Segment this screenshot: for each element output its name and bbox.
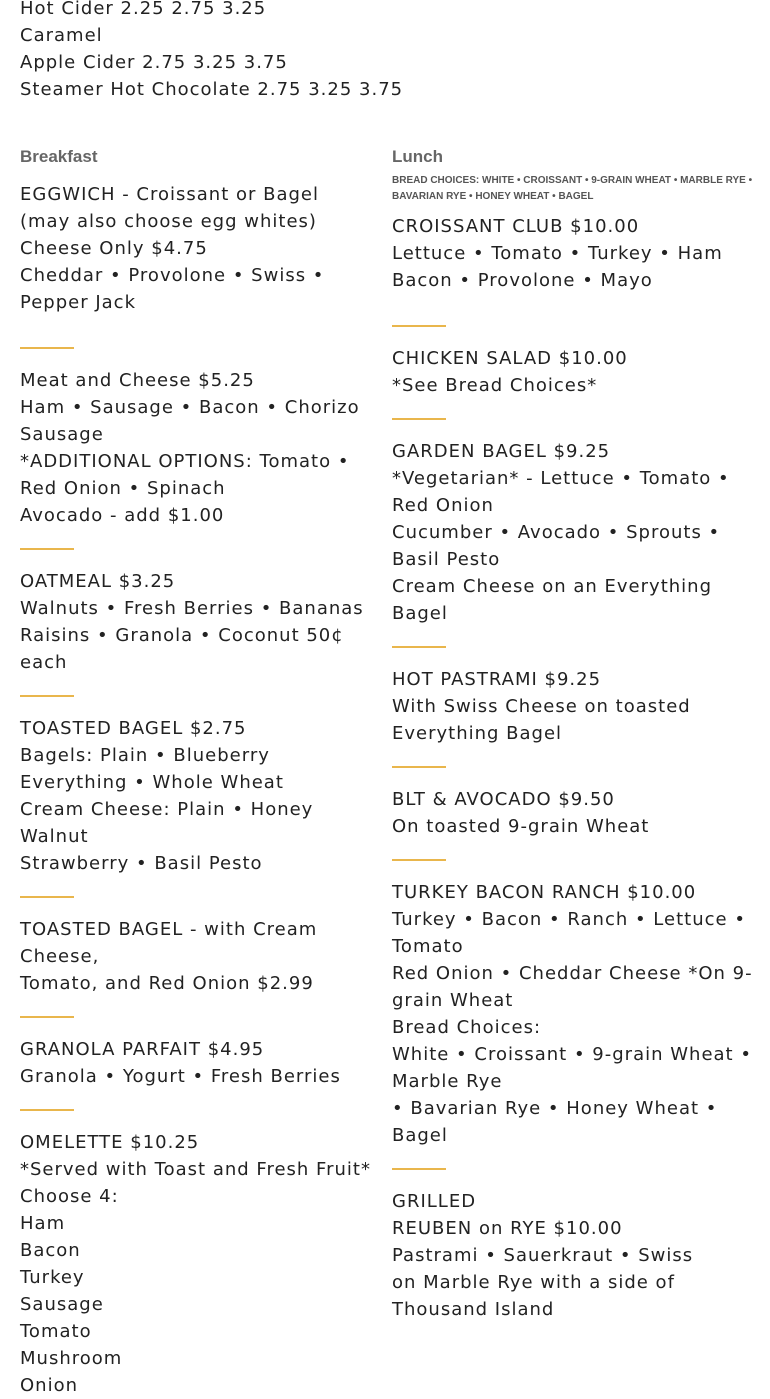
menu-item-detail: Red Onion (392, 495, 494, 516)
menu-item-detail: on Marble Rye with a side of (392, 1272, 675, 1293)
menu-item-detail: Tomato, and Red Onion $2.99 (20, 973, 314, 994)
menu-item-detail: Tomato (20, 1321, 92, 1342)
lunch-menu-item (392, 666, 754, 747)
bread-choices-note: BREAD CHOICES: WHITE • CROISSANT • 9-GRAIN WHEAT • MARBLE RYE • BAVARIAN RYE • HONEY WHEAT • BAGEL (392, 175, 753, 202)
menu-item-detail: Raisins • Granola • Coconut 50¢ each (20, 625, 344, 673)
lunch-title: Lunch (392, 147, 443, 166)
menu-item-name: EGGWICH - Croissant or Bagel (20, 184, 319, 205)
menu-item-detail: Cheese Only $4.75 (20, 238, 208, 259)
breakfast-menu-item (20, 1129, 380, 1399)
menu-item-detail: Lettuce • Tomato • Turkey • Ham (392, 243, 723, 264)
menu-divider (392, 418, 446, 420)
menu-item-name: TURKEY BACON RANCH $10.00 (392, 882, 697, 903)
menu-item-detail: Strawberry • Basil Pesto (20, 853, 263, 874)
drink-line: Hot Cider 2.25 2.75 3.25 (20, 0, 267, 19)
menu-item-detail: Choose 4: (20, 1186, 119, 1207)
menu-item-detail: *Served with Toast and Fresh Fruit* (20, 1159, 371, 1180)
menu-divider (20, 1016, 74, 1018)
menu-divider (392, 859, 446, 861)
menu-item-detail: With Swiss Cheese on toasted (392, 696, 691, 717)
lunch-column (392, 145, 754, 1323)
breakfast-menu-item (20, 916, 380, 997)
menu-divider (20, 347, 74, 349)
menu-item-detail: Cream Cheese: Plain • Honey Walnut (20, 799, 314, 847)
menu-item-detail: Onion (20, 1375, 78, 1396)
menu-item-detail: grain Wheat (392, 990, 514, 1011)
menu-item-detail: (may also choose egg whites) (20, 211, 317, 232)
menu-item-detail: Bread Choices: (392, 1017, 542, 1038)
breakfast-menu-item (20, 715, 380, 877)
menu-item-detail: Walnuts • Fresh Berries • Bananas (20, 598, 364, 619)
menu-item-detail: White • Croissant • 9-grain Wheat • (392, 1044, 752, 1065)
menu-divider (20, 695, 74, 697)
menu-item-detail: Tomato (392, 936, 464, 957)
lunch-items (392, 213, 754, 1323)
drink-line: Caramel (20, 25, 103, 46)
menu-item-detail: REUBEN on RYE $10.00 (392, 1218, 623, 1239)
menu-item-detail: Cheese, (20, 946, 100, 967)
menu-item-detail: Pastrami • Sauerkraut • Swiss (392, 1245, 694, 1266)
menu-item-name: CHICKEN SALAD $10.00 (392, 348, 628, 369)
menu-item-detail: Everything Bagel (392, 723, 563, 744)
drink-line: Apple Cider 2.75 3.25 3.75 (20, 52, 288, 73)
lunch-menu-item (392, 1188, 754, 1323)
menu-item-detail: Thousand Island (392, 1299, 555, 1320)
menu-item-name: OMELETTE $10.25 (20, 1132, 200, 1153)
breakfast-column (20, 145, 380, 1399)
menu-item-detail: Ham • Sausage • Bacon • Chorizo (20, 397, 360, 418)
menu-item-detail: Sausage (20, 1294, 104, 1315)
menu-item-name: GARDEN BAGEL $9.25 (392, 441, 611, 462)
top-drinks-list (20, 0, 760, 103)
menu-item-name: TOASTED BAGEL $2.75 (20, 718, 247, 739)
menu-item-name: TOASTED BAGEL - with Cream (20, 919, 318, 940)
breakfast-menu-item (20, 568, 380, 676)
menu-item-detail: Cheddar • Provolone • Swiss • (20, 265, 325, 286)
menu-item-detail: Red Onion • Spinach (20, 478, 226, 499)
menu-item-name: OATMEAL $3.25 (20, 571, 176, 592)
menu-item-name: CROISSANT CLUB $10.00 (392, 216, 640, 237)
menu-item-name: Meat and Cheese $5.25 (20, 370, 255, 391)
menu-item-detail: Bacon (20, 1240, 81, 1261)
menu-item-detail: Mushroom (20, 1348, 123, 1369)
lunch-menu-item (392, 345, 754, 399)
menu-item-detail: • Bavarian Rye • Honey Wheat • (392, 1098, 718, 1119)
lunch-menu-item (392, 786, 754, 840)
menu-item-detail: Bagel (392, 603, 448, 624)
menu-item-detail: Marble Rye (392, 1071, 503, 1092)
menu-item-detail: Ham (20, 1213, 66, 1234)
menu-divider (392, 646, 446, 648)
menu-item-detail: Basil Pesto (392, 549, 501, 570)
drink-line: Steamer Hot Chocolate 2.75 3.25 3.75 (20, 79, 404, 100)
menu-divider (20, 896, 74, 898)
menu-item-detail: *Vegetarian* - Lettuce • Tomato • (392, 468, 730, 489)
menu-item-name: GRILLED (392, 1191, 477, 1212)
menu-item-name: GRANOLA PARFAIT $4.95 (20, 1039, 265, 1060)
breakfast-menu-item (20, 367, 380, 529)
lunch-menu-item (392, 438, 754, 627)
menu-item-detail: Bagel (392, 1125, 448, 1146)
menu-item-detail: *See Bread Choices* (392, 375, 598, 396)
menu-item-detail: Avocado - add $1.00 (20, 505, 225, 526)
menu-item-detail: *ADDITIONAL OPTIONS: Tomato • (20, 451, 350, 472)
menu-divider (392, 1168, 446, 1170)
menu-item-name: HOT PASTRAMI $9.25 (392, 669, 602, 690)
breakfast-menu-item (20, 181, 380, 316)
menu-item-detail: Pepper Jack (20, 292, 136, 313)
breakfast-title: Breakfast (20, 147, 98, 166)
menu-divider (20, 1109, 74, 1111)
menu-item-detail: Turkey • Bacon • Ranch • Lettuce • (392, 909, 746, 930)
menu-divider (392, 325, 446, 327)
menu-item-detail: On toasted 9-grain Wheat (392, 816, 650, 837)
breakfast-menu-item (20, 1036, 380, 1090)
menu-item-detail: Granola • Yogurt • Fresh Berries (20, 1066, 341, 1087)
menu-item-detail: Turkey (20, 1267, 85, 1288)
menu-item-detail: Sausage (20, 424, 104, 445)
menu-item-detail: Bacon • Provolone • Mayo (392, 270, 653, 291)
menu-item-detail: Cucumber • Avocado • Sprouts • (392, 522, 721, 543)
menu-divider (392, 766, 446, 768)
menu-divider (20, 548, 74, 550)
breakfast-items (20, 181, 380, 1399)
lunch-menu-item (392, 879, 754, 1149)
menu-item-name: BLT & AVOCADO $9.50 (392, 789, 615, 810)
menu-item-detail: Cream Cheese on an Everything (392, 576, 712, 597)
menu-item-detail: Everything • Whole Wheat (20, 772, 284, 793)
menu-item-detail: Bagels: Plain • Blueberry (20, 745, 270, 766)
menu-item-detail: Red Onion • Cheddar Cheese *On 9- (392, 963, 753, 984)
lunch-menu-item (392, 213, 754, 294)
